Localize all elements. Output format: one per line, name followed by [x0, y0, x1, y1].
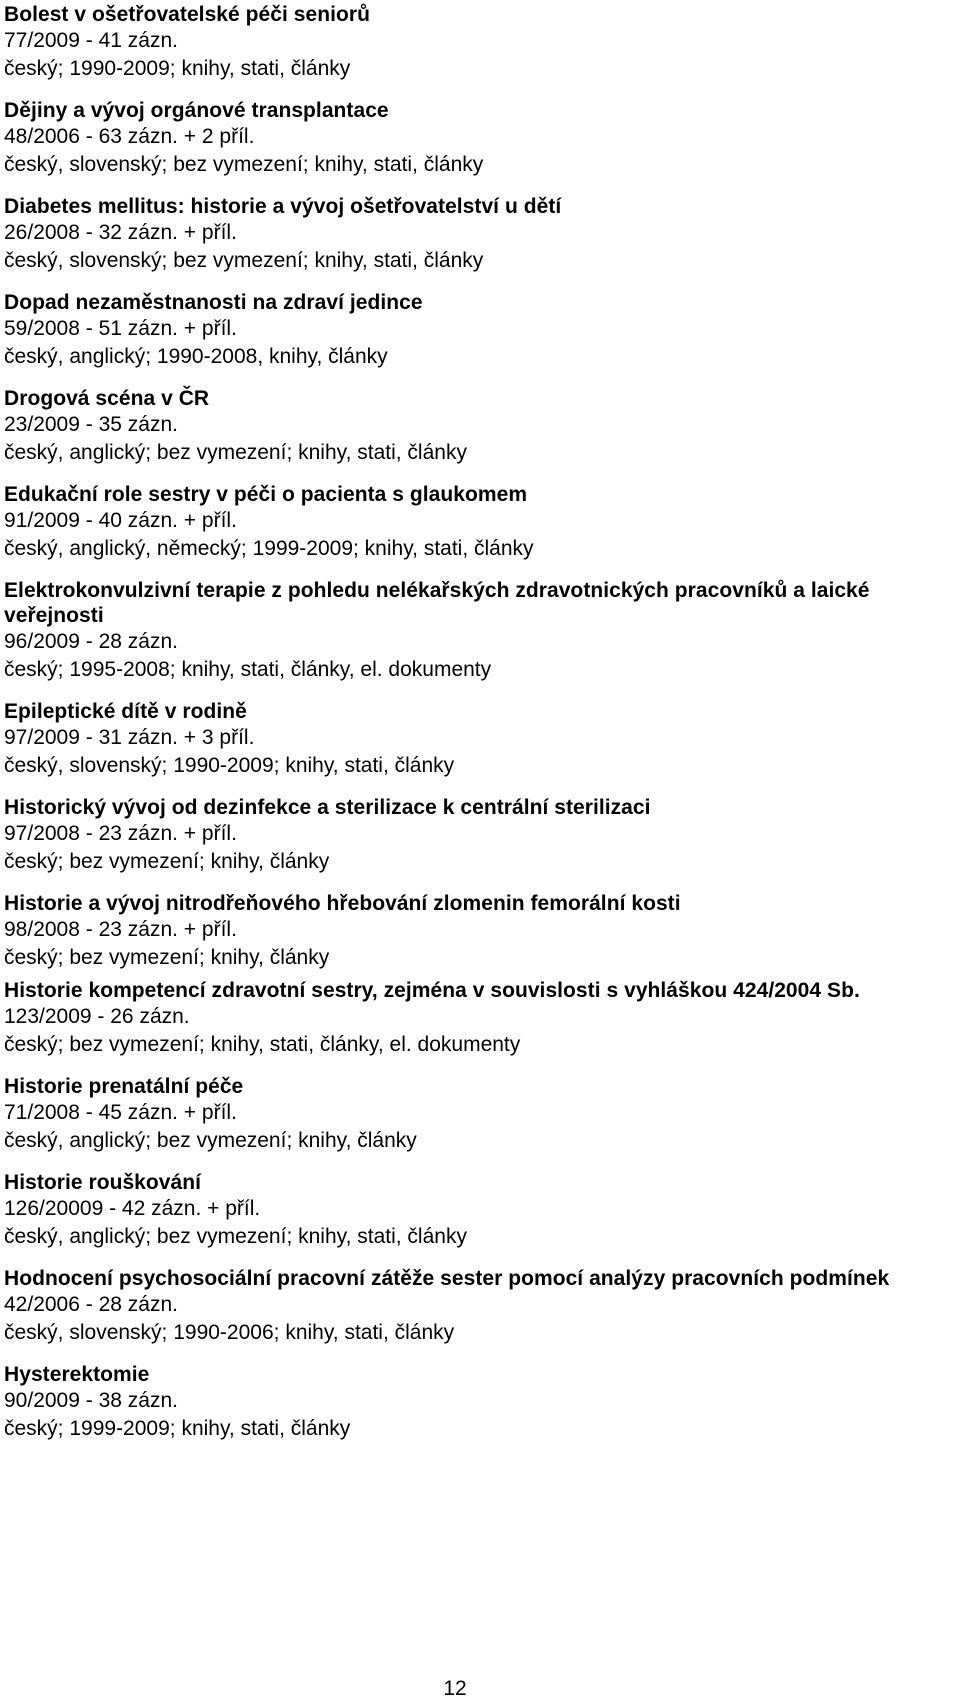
entry-scope: český, slovenský; 1990-2009; knihy, stati, články: [4, 754, 455, 777]
entry-code: 96/2009 - 28 zázn.: [4, 630, 178, 653]
entry-historie-roukovani: [4, 1170, 958, 1251]
entry-scope: český; bez vymezení; knihy, stati, články, el. dokumenty: [4, 1033, 521, 1056]
entry-elektrokonvulzivni: [4, 578, 958, 684]
bibliography-page: [4, 2, 958, 1458]
entry-scope: český; 1990-2009; knihy, stati, články: [4, 57, 351, 80]
entry-title: Bolest v ošetřovatelské péči seniorů: [4, 3, 370, 26]
entry-title: Edukační role sestry v péči o pacienta s glaukomem: [4, 483, 528, 506]
entry-code: 90/2009 - 38 zázn.: [4, 1389, 178, 1412]
entry-scope: český, anglický; bez vymezení; knihy, články: [4, 1129, 417, 1152]
entry-title: Historie a vývoj nitrodřeňového hřebování zlomenin femorální kosti: [4, 892, 681, 915]
entry-title: Dějiny a vývoj orgánové transplantace: [4, 99, 389, 122]
page-number: 12: [443, 1677, 467, 1700]
entry-scope: český, anglický; bez vymezení; knihy, stati, články: [4, 1225, 467, 1248]
entry-historie-kompetenci: [4, 978, 958, 1059]
entry-scope: český; 1995-2008; knihy, stati, články, el. dokumenty: [4, 658, 492, 681]
entry-title: Diabetes mellitus: historie a vývoj ošetřovatelství u dětí: [4, 195, 562, 218]
entry-hodnoceni: [4, 1266, 958, 1347]
entry-title: Historie prenatální péče: [4, 1075, 244, 1098]
entry-code: 126/20009 - 42 zázn. + příl.: [4, 1197, 261, 1220]
entry-scope: český; bez vymezení; knihy, články: [4, 946, 330, 969]
entry-title: Historie rouškování: [4, 1171, 202, 1194]
entry-dopad: [4, 290, 958, 371]
entry-drogova: [4, 386, 958, 467]
entry-code: 71/2008 - 45 zázn. + příl.: [4, 1101, 237, 1124]
entry-edukacni: [4, 482, 958, 563]
entry-code: 77/2009 - 41 zázn.: [4, 29, 178, 52]
entry-diabetes: [4, 194, 958, 275]
entry-title: Epileptické dítě v rodině: [4, 700, 247, 723]
entry-scope: český, anglický; bez vymezení; knihy, stati, články: [4, 441, 467, 464]
entry-code: 59/2008 - 51 zázn. + příl.: [4, 317, 237, 340]
entry-scope: český, slovenský; bez vymezení; knihy, stati, články: [4, 249, 484, 272]
entry-title: Dopad nezaměstnanosti na zdraví jedince: [4, 291, 423, 314]
entry-scope: český, slovenský; bez vymezení; knihy, stati, články: [4, 153, 484, 176]
entry-historie-prenatalni: [4, 1074, 958, 1155]
entry-historicky-vyvoj: [4, 795, 958, 876]
entry-title: Hysterektomie: [4, 1363, 150, 1386]
entry-hysterektomie: [4, 1362, 958, 1443]
entry-scope: český; 1999-2009; knihy, stati, články: [4, 1417, 351, 1440]
entry-code: 48/2006 - 63 zázn. + 2 příl.: [4, 125, 255, 148]
entry-title: Hodnocení psychosociální pracovní zátěže sester pomocí analýzy pracovních podmínek: [4, 1267, 890, 1290]
entry-code: 23/2009 - 35 zázn.: [4, 413, 178, 436]
entry-code: 97/2008 - 23 zázn. + příl.: [4, 822, 237, 845]
entry-code: 26/2008 - 32 zázn. + příl.: [4, 221, 237, 244]
entry-title: Historický vývoj od dezinfekce a sterilizace k centrální sterilizaci: [4, 796, 651, 819]
entry-title: Elektrokonvulzivní terapie z pohledu nelékařských zdravotnických pracovníků a laické veřejnosti: [4, 579, 870, 627]
entry-scope: český; bez vymezení; knihy, články: [4, 850, 330, 873]
entry-scope: český, slovenský; 1990-2006; knihy, stati, články: [4, 1321, 455, 1344]
entry-code: 97/2009 - 31 zázn. + 3 příl.: [4, 726, 255, 749]
entry-bolest: [4, 2, 958, 83]
entry-code: 42/2006 - 28 zázn.: [4, 1293, 178, 1316]
entry-epilepticke: [4, 699, 958, 780]
entry-historie-hrebovani: [4, 891, 958, 972]
entry-dejiny: [4, 98, 958, 179]
entry-title: Historie kompetencí zdravotní sestry, zejména v souvislosti s vyhláškou 424/2004 Sb.: [4, 979, 860, 1002]
entry-title: Drogová scéna v ČR: [4, 387, 210, 410]
entry-code: 91/2009 - 40 zázn. + příl.: [4, 509, 237, 532]
entry-scope: český, anglický; 1990-2008, knihy, články: [4, 345, 388, 368]
entry-code: 98/2008 - 23 zázn. + příl.: [4, 918, 237, 941]
entry-scope: český, anglický, německý; 1999-2009; knihy, stati, články: [4, 537, 534, 560]
entry-code: 123/2009 - 26 zázn.: [4, 1005, 190, 1028]
